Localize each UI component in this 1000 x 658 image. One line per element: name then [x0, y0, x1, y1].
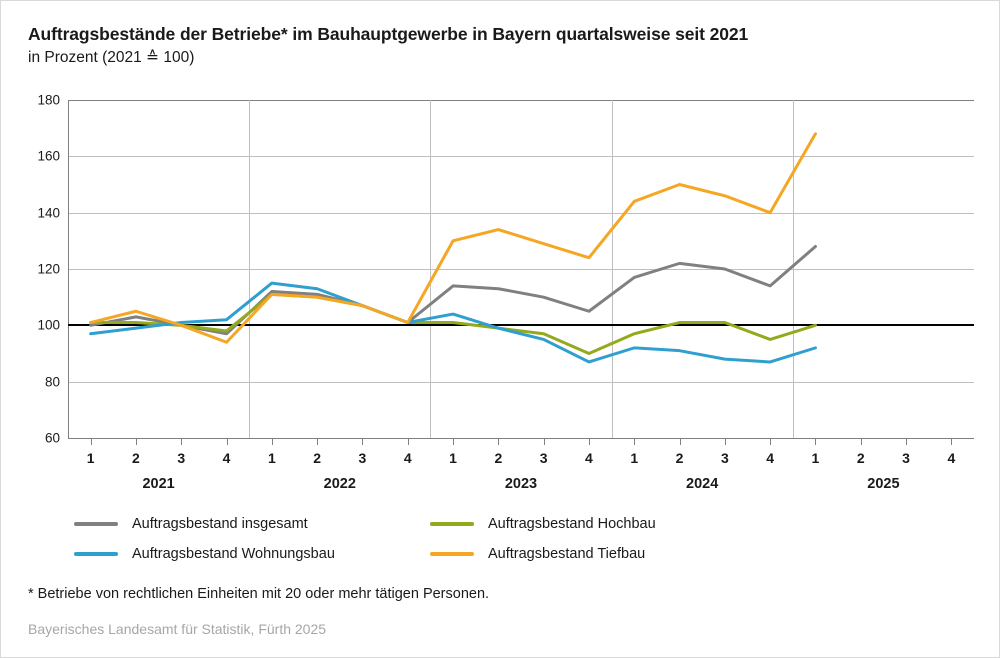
x-tickmark	[815, 438, 816, 445]
x-tick-label: 4	[403, 450, 412, 466]
legend-item[interactable]	[430, 543, 645, 565]
x-tick-label: 2	[675, 450, 684, 466]
x-tickmark	[951, 438, 952, 445]
x-tickmark	[725, 438, 726, 445]
x-tick-label: 3	[539, 450, 548, 466]
x-year-label: 2025	[867, 476, 900, 492]
x-tick-label: 3	[177, 450, 186, 466]
x-tickmark	[498, 438, 499, 445]
legend-label: Auftragsbestand insgesamt	[132, 516, 308, 532]
page-subtitle: in Prozent (2021 ≙ 100)	[28, 49, 195, 66]
x-tick-label: 4	[222, 450, 231, 466]
legend-color-swatch	[74, 552, 118, 556]
y-tick-label: 140	[37, 205, 60, 221]
x-tick-label: 4	[585, 450, 593, 466]
x-year-label: 2023	[504, 476, 538, 492]
x-tickmark	[408, 438, 409, 445]
legend-color-swatch	[74, 522, 118, 526]
y-tick-label: 60	[44, 430, 60, 446]
x-tick-label: 1	[811, 450, 820, 466]
series-line	[91, 294, 816, 353]
x-year-label: 2024	[686, 476, 719, 492]
x-tickmark	[362, 438, 363, 445]
x-tickmark	[453, 438, 454, 445]
x-tick-label: 3	[720, 450, 729, 466]
x-tick-label: 1	[86, 450, 95, 466]
x-tickmark	[634, 438, 635, 445]
series-line	[91, 134, 816, 342]
x-axis	[68, 438, 974, 498]
x-tick-label: 4	[766, 450, 775, 466]
footnote: * Betriebe von rechtlichen Einheiten mit 20 oder mehr tätigen Personen.	[28, 586, 490, 602]
legend-item[interactable]	[74, 543, 335, 565]
x-tickmark	[181, 438, 182, 445]
x-tick-label: 2	[856, 450, 865, 466]
legend-color-swatch	[430, 552, 474, 556]
plot-area	[68, 100, 974, 438]
x-tickmark	[227, 438, 228, 445]
x-axis-line	[68, 438, 974, 439]
x-tick-label: 1	[267, 450, 276, 466]
y-tick-label: 80	[44, 374, 60, 390]
x-tickmark	[272, 438, 273, 445]
x-tickmark	[136, 438, 137, 445]
legend-label: Auftragsbestand Hochbau	[488, 516, 656, 532]
x-tickmark	[680, 438, 681, 445]
x-tick-label: 3	[902, 450, 910, 466]
y-tick-label: 180	[37, 92, 60, 108]
x-tick-label: 2	[132, 450, 140, 466]
x-tick-label: 1	[449, 450, 457, 466]
x-tickmark	[317, 438, 318, 445]
x-tick-label: 4	[947, 450, 956, 466]
x-tick-label: 2	[494, 450, 503, 466]
x-tickmark	[861, 438, 862, 445]
x-tickmark	[91, 438, 92, 445]
x-tickmark	[906, 438, 907, 445]
legend-color-swatch	[430, 522, 474, 526]
legend-item[interactable]	[430, 513, 656, 535]
chart-legend	[74, 513, 774, 573]
x-year-label: 2022	[323, 476, 356, 492]
page-title: Auftragsbestände der Betriebe* im Bauhauptgewerbe in Bayern quartalsweise seit 2021	[28, 24, 749, 44]
x-tick-label: 3	[358, 450, 367, 466]
source-note: Bayerisches Landesamt für Statistik, Fürth 2025	[28, 621, 327, 637]
x-tick-label: 1	[630, 450, 639, 466]
y-tick-label: 120	[37, 261, 60, 277]
x-tickmark	[589, 438, 590, 445]
x-tickmark	[770, 438, 771, 445]
y-tick-label: 100	[37, 317, 60, 333]
series-lines	[68, 100, 974, 438]
y-axis-labels	[18, 92, 60, 446]
legend-label: Auftragsbestand Wohnungsbau	[132, 546, 335, 562]
x-tick-label: 2	[313, 450, 322, 466]
legend-label: Auftragsbestand Tiefbau	[488, 546, 646, 562]
x-tickmark	[544, 438, 545, 445]
legend-item[interactable]	[74, 513, 308, 535]
y-tick-label: 160	[37, 148, 60, 164]
x-year-label: 2021	[142, 476, 175, 492]
